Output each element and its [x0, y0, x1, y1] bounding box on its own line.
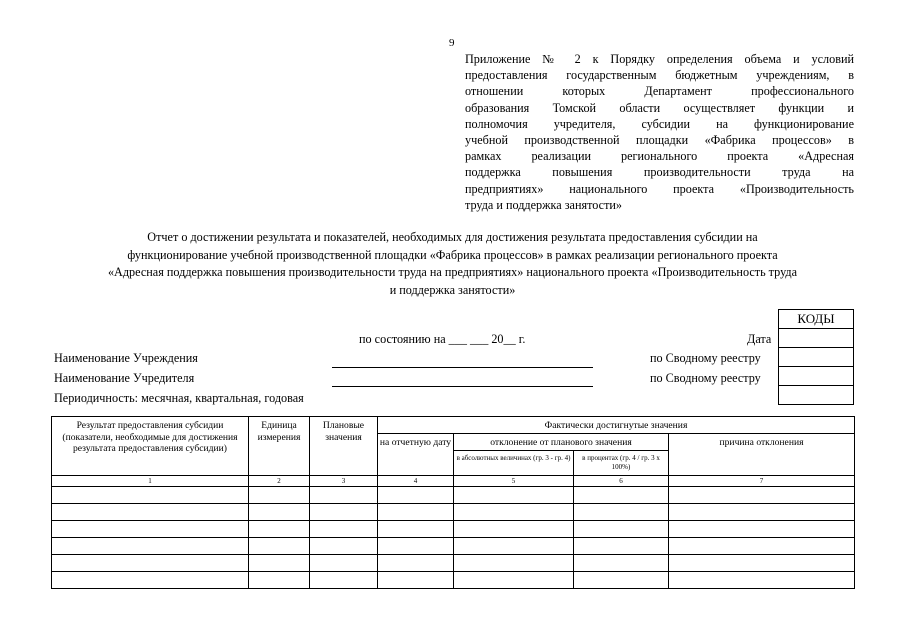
report-title-line: и поддержка занятости» — [389, 282, 516, 297]
col-header-deviation: отклонение от планового значения — [454, 434, 669, 451]
col-header-dev-abs: в абсолютных величинах (гр. 3 - гр. 4) — [454, 451, 574, 476]
appendix-line: предприятиях» национального проекта «Производительность — [465, 181, 854, 196]
table-cell[interactable] — [378, 487, 454, 504]
report-title — [40, 229, 865, 299]
col-header-reason: причина отклонения — [669, 434, 855, 476]
table-cell[interactable] — [52, 521, 249, 538]
periodicity-label: Периодичность: месячная, квартальная, годовая — [54, 391, 304, 405]
table-cell[interactable] — [249, 538, 310, 555]
column-number: 2 — [249, 476, 310, 487]
table-cell[interactable] — [574, 572, 669, 589]
appendix-line: поддержка повышения производительности труда на — [465, 165, 854, 180]
report-title-line: «Адресная поддержка повышения производительности труда на предприятиях» национального проекта «Производительность труда — [107, 265, 798, 279]
as-of-date: по состоянию на ___ ___ 20__ г. — [359, 332, 526, 346]
table-cell[interactable] — [249, 521, 310, 538]
registry-label-2: по Сводному реестру — [650, 371, 761, 385]
table-cell[interactable] — [454, 555, 574, 572]
table-cell[interactable] — [378, 555, 454, 572]
codes-header: КОДЫ — [778, 309, 854, 329]
table-cell[interactable] — [574, 521, 669, 538]
column-number: 1 — [52, 476, 249, 487]
table-cell[interactable] — [310, 521, 378, 538]
col-header-actual: Фактически достигнутые значения — [378, 417, 855, 434]
table-cell[interactable] — [249, 555, 310, 572]
appendix-line: образования Томской области осуществляет функции и — [465, 100, 854, 115]
table-cell[interactable] — [454, 572, 574, 589]
table-cell[interactable] — [574, 504, 669, 521]
table-row — [52, 487, 855, 504]
column-number: 5 — [454, 476, 574, 487]
col-header-planned: Плановые значения — [310, 417, 378, 476]
report-title-line: функционирование учебной производственной площадки «Фабрика процессов» в рамках реализации регионального проекта — [127, 247, 778, 262]
table-cell[interactable] — [669, 538, 855, 555]
table-cell[interactable] — [669, 521, 855, 538]
founder-label: Наименование Учредителя — [54, 371, 195, 385]
codes-box — [778, 309, 854, 405]
table-cell[interactable] — [310, 555, 378, 572]
table-cell[interactable] — [249, 504, 310, 521]
table-cell[interactable] — [669, 487, 855, 504]
column-number: 4 — [378, 476, 454, 487]
col-header-dev-pct: в процентах (гр. 4 / гр. 3 x 100%) — [574, 451, 669, 476]
appendix-line: отношении которых Департамент профессионального — [465, 84, 854, 99]
table-row — [52, 521, 855, 538]
appendix-header — [465, 51, 854, 213]
founder-field[interactable] — [332, 386, 593, 387]
table-cell[interactable] — [52, 504, 249, 521]
table-cell[interactable] — [378, 538, 454, 555]
date-code-cell[interactable] — [778, 329, 854, 348]
table-cell[interactable] — [378, 521, 454, 538]
table-cell[interactable] — [454, 538, 574, 555]
table-cell[interactable] — [52, 572, 249, 589]
table-row — [52, 572, 855, 589]
table-cell[interactable] — [669, 504, 855, 521]
col-header-unit: Единица измерения — [249, 417, 310, 476]
table-cell[interactable] — [574, 487, 669, 504]
report-title-line: Отчет о достижении результата и показателей, необходимых для достижения результата предоставления субсидии на — [147, 230, 758, 244]
table-cell[interactable] — [378, 504, 454, 521]
table-row — [52, 555, 855, 572]
table-cell[interactable] — [669, 572, 855, 589]
table-cell[interactable] — [52, 487, 249, 504]
periodicity-code-cell[interactable] — [778, 386, 854, 405]
appendix-line: учебной производственной площадки «Фабрика процессов» в — [465, 133, 854, 148]
page-number: 9 — [449, 37, 455, 49]
appendix-line: полномочия учредителя, субсидии на функционирование — [465, 116, 854, 131]
column-number: 6 — [574, 476, 669, 487]
date-label: Дата — [747, 332, 772, 346]
col-header-report-date: на отчетную дату — [378, 434, 454, 476]
institution-label: Наименование Учреждения — [54, 351, 198, 365]
table-cell[interactable] — [378, 572, 454, 589]
table-cell[interactable] — [310, 538, 378, 555]
table-body — [52, 487, 855, 589]
appendix-line: труда и поддержка занятости» — [465, 197, 623, 212]
column-number: 7 — [669, 476, 855, 487]
table-row — [52, 538, 855, 555]
table-cell[interactable] — [454, 487, 574, 504]
table-cell[interactable] — [669, 555, 855, 572]
table-cell[interactable] — [574, 555, 669, 572]
appendix-line: Приложение № 2 к Порядку определения объема и условий — [465, 52, 854, 66]
table-cell[interactable] — [454, 504, 574, 521]
table-cell[interactable] — [310, 572, 378, 589]
registry-label-1: по Сводному реестру — [650, 351, 761, 365]
appendix-line: предоставления государственным бюджетным учреждениям, в — [465, 68, 854, 83]
appendix-line: рамках реализации регионального проекта «Адресная — [465, 149, 854, 164]
table-cell[interactable] — [574, 538, 669, 555]
institution-field[interactable] — [332, 367, 593, 368]
institution-code-cell[interactable] — [778, 348, 854, 367]
report-table — [51, 416, 855, 589]
table-cell[interactable] — [454, 521, 574, 538]
founder-code-cell[interactable] — [778, 367, 854, 386]
col-header-result: Результат предоставления субсидии (показатели, необходимые для достижения результата предоставления субсидии) — [52, 417, 249, 476]
table-cell[interactable] — [249, 487, 310, 504]
table-cell[interactable] — [310, 504, 378, 521]
table-cell[interactable] — [249, 572, 310, 589]
table-row — [52, 504, 855, 521]
table-cell[interactable] — [52, 555, 249, 572]
table-cell[interactable] — [310, 487, 378, 504]
table-cell[interactable] — [52, 538, 249, 555]
column-number: 3 — [310, 476, 378, 487]
